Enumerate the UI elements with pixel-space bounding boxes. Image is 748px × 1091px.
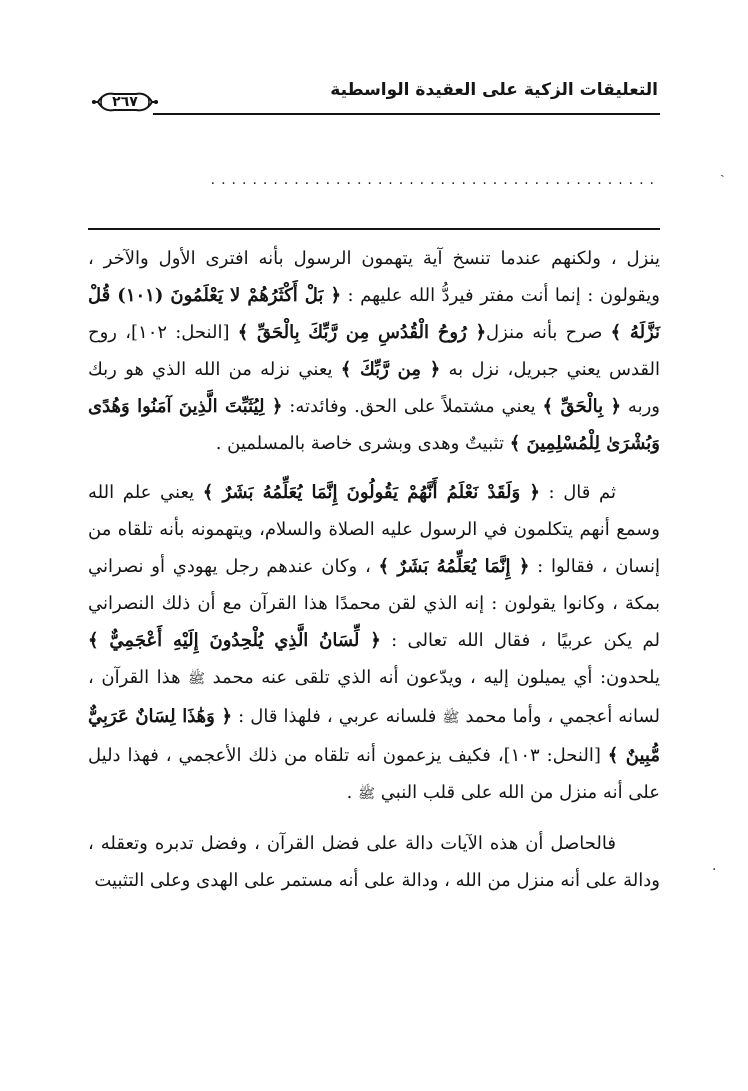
page-number-badge (90, 90, 160, 114)
quran-verse: ﴿ مِن رَّبِّكَ ﴾ (340, 359, 441, 380)
text-run: ينزل ، ولكنهم عندما تنسخ آية يتهمون الرسول بأنه افترى الأول والآخر ، ويقولون : إنما أنت مفتر فيردُّ الله عليهم : (88, 248, 660, 306)
paragraph-1 (88, 240, 660, 462)
page-number: ٢٦٧ (112, 94, 138, 110)
text-run: ، وكان عندهم رجل يهودي أو نصراني بمكة ، وكانوا يقولون : إنه الذي لقن محمدًا هذا القرآن مع أن ذلك النصراني لم يكن عربيًا ، فقال الله تعالى : (88, 556, 660, 651)
salutation-symbol: ﷺ (442, 710, 460, 726)
quran-verse: ﴿ بَلْ أَكْثَرُهُمْ لا يَعْلَمُونَ (١٠١) قُلْ نَزَّلَهُ ﴾ (88, 285, 661, 343)
header-rule (153, 113, 660, 115)
text-run: [النحل: ١٠٢]، روح القدس يعني جبريل، نزل به (88, 322, 661, 380)
section-separator-rule (88, 228, 660, 230)
footnote-dots: ........................................... (210, 172, 660, 188)
text-run: يلحدون: أي يميلون إليه ، ويدّعون أنه الذي تلقى عنه محمد (205, 667, 660, 688)
quran-verse: ﴿ إِنَّمَا يُعَلِّمُهُ بَشَرٌ ﴾ (378, 556, 530, 577)
margin-dot-mark: · (712, 862, 717, 878)
book-title: التعليقات الزكية على العقيدة الواسطية (330, 80, 658, 100)
commentary-body (88, 240, 660, 899)
salutation-symbol: ﷺ (358, 786, 376, 802)
quran-verse: ﴿ وَلَقَدْ نَعْلَمُ أَنَّهُمْ يَقُولُونَ إِنَّمَا يُعَلِّمُهُ بَشَرٌ ﴾ (202, 482, 540, 503)
quran-verse: ﴿ وَهَٰذَا لِسَانٌ عَرَبِيٌّ مُّبِينٌ ﴾ (88, 706, 660, 766)
text-run: يعني مشتملاً على الحق. وفائدته: (282, 396, 543, 417)
text-run: فالحاصل أن هذه الآيات دالة على فضل القرآن ، وفضل تدبره وتعقله ، ودالة على أنه منزل من الله ، ودالة على أنه مستمر على الهدى وعلى التثبيت (88, 833, 660, 891)
quran-verse: ﴿ لِّسَانُ الَّذِي يُلْحِدُونَ إِلَيْهِ أَعْجَمِيٌّ ﴾ (88, 630, 381, 651)
text-run: فلسانه عربي ، فلهذا قال : (232, 706, 443, 727)
text-run: يعني علم الله وسمع أنهم يتكلمون في الرسول عليه الصلاة والسلام، ويتهمونه بأنه تلقاه من إنسان ، فقالوا : (88, 482, 660, 577)
text-run: صرح بأنه منزل (486, 322, 611, 343)
quran-verse: ﴿ رُوحُ الْقُدُسِ مِن رَّبِّكَ بِالْحَقِّ ﴾ (237, 322, 487, 343)
text-run: هذا القرآن ، لسانه أعجمي ، وأما محمد (88, 667, 660, 727)
margin-tick-mark: ˎ (720, 162, 725, 178)
paragraph-2 (88, 474, 660, 813)
text-run: تثبيتٌ وهدى وبشرى خاصة بالمسلمين . (215, 433, 510, 454)
quran-verse: ﴿ بِالْحَقِّ ﴾ (542, 396, 622, 417)
paragraph-3 (88, 825, 660, 899)
quran-verse: ﴿ لِيُثَبِّتَ الَّذِينَ آمَنُوا وَهُدًى وَبُشْرَىٰ لِلْمُسْلِمِينَ ﴾ (88, 396, 660, 454)
text-run: [النحل: ١٠٣]، فكيف يزعمون أنه تلقاه من ذلك الأعجمي ، فهذا دليل على أنه منزل من الله على قلب النبي (88, 745, 660, 803)
salutation-symbol: ﷺ (188, 671, 206, 687)
text-run: . (346, 782, 359, 803)
text-run: ثم قال : (539, 482, 616, 503)
text-run: يعني نزله من الله الذي هو ربك وربه (88, 359, 660, 417)
